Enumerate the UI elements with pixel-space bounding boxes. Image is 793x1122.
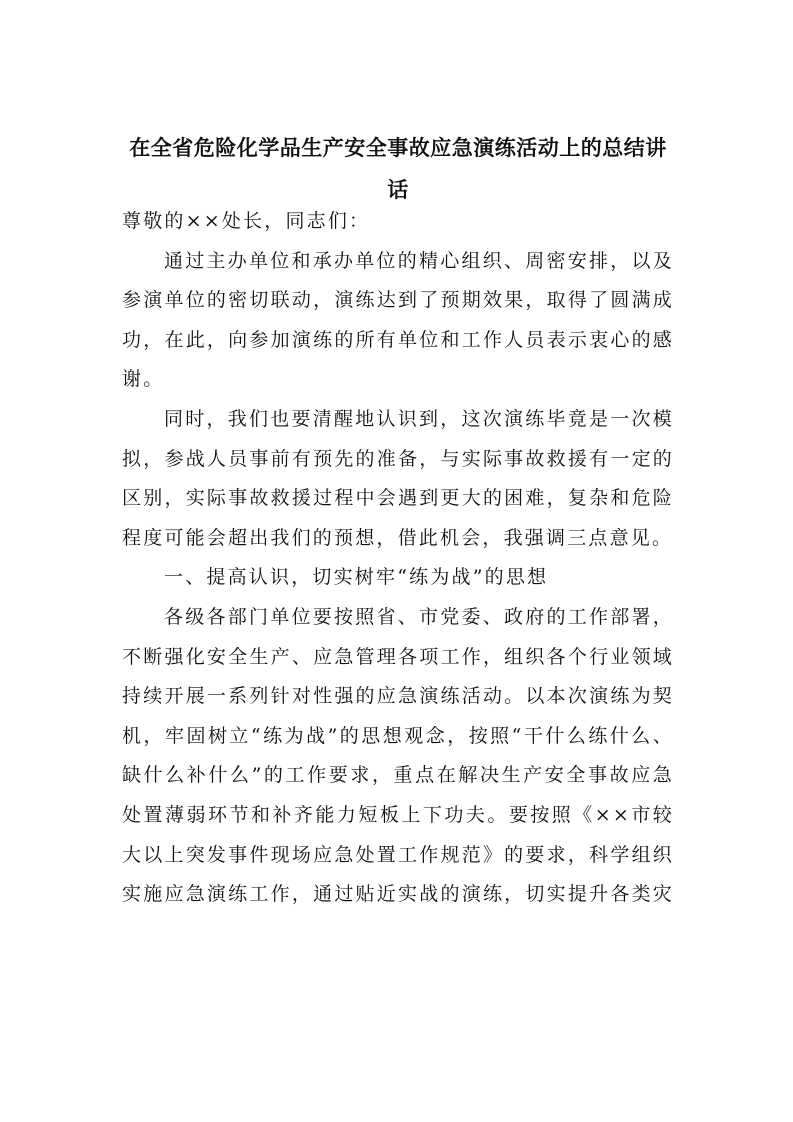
document-title-line-2: 话	[387, 177, 409, 202]
document-body	[122, 202, 674, 915]
document-title-line-1: 在全省危险化学品生产安全事故应急演练活动上的总结讲	[129, 135, 667, 160]
text-line: 区别，实际事故救援过程中会遇到更大的困难，复杂和危险	[122, 487, 674, 510]
text-line: 功，在此，向参加演练的所有单位和工作人员表示衷心的感	[122, 328, 674, 351]
text-line: 大以上突发事件现场应急处置工作规范》的要求，科学组织	[122, 843, 674, 866]
text-line: 持续开展一系列针对性强的应急演练活动。以本次演练为契	[122, 685, 674, 708]
text-line: 一、提高认识，切实树牢“练为战”的思想	[164, 566, 549, 589]
text-line: 不断强化安全生产、应急管理各项工作，组织各个行业领域	[122, 645, 674, 668]
greeting: 尊敬的××处长，同志们：	[122, 210, 371, 232]
text-line: 谢。	[122, 368, 165, 391]
text-line: 程度可能会超出我们的预想，借此机会，我强调三点意见。	[122, 526, 674, 549]
text-line: 同时，我们也要清醒地认识到，这次演练毕竟是一次模	[164, 407, 674, 430]
paragraphs	[122, 242, 674, 915]
paragraph	[122, 558, 674, 598]
paragraph	[122, 598, 674, 915]
text-line: 机，牢固树立“练为战”的思想观念，按照“干什么练什么、	[122, 724, 674, 747]
text-line: 处置薄弱环节和补齐能力短板上下功夫。要按照《××市较	[122, 803, 674, 826]
paragraph	[122, 242, 674, 400]
text-line: 缺什么补什么”的工作要求，重点在解决生产安全事故应急	[122, 764, 674, 787]
text-line: 参演单位的密切联动，演练达到了预期效果，取得了圆满成	[122, 289, 674, 312]
text-line: 拟，参战人员事前有预先的准备，与实际事故救援有一定的	[122, 447, 674, 470]
text-line: 各级各部门单位要按照省、市党委、政府的工作部署，	[164, 605, 674, 628]
text-line: 实施应急演练工作，通过贴近实战的演练，切实提升各类灾	[122, 883, 674, 906]
text-line: 通过主办单位和承办单位的精心组织、周密安排，以及	[164, 249, 674, 272]
paragraph	[122, 400, 674, 558]
